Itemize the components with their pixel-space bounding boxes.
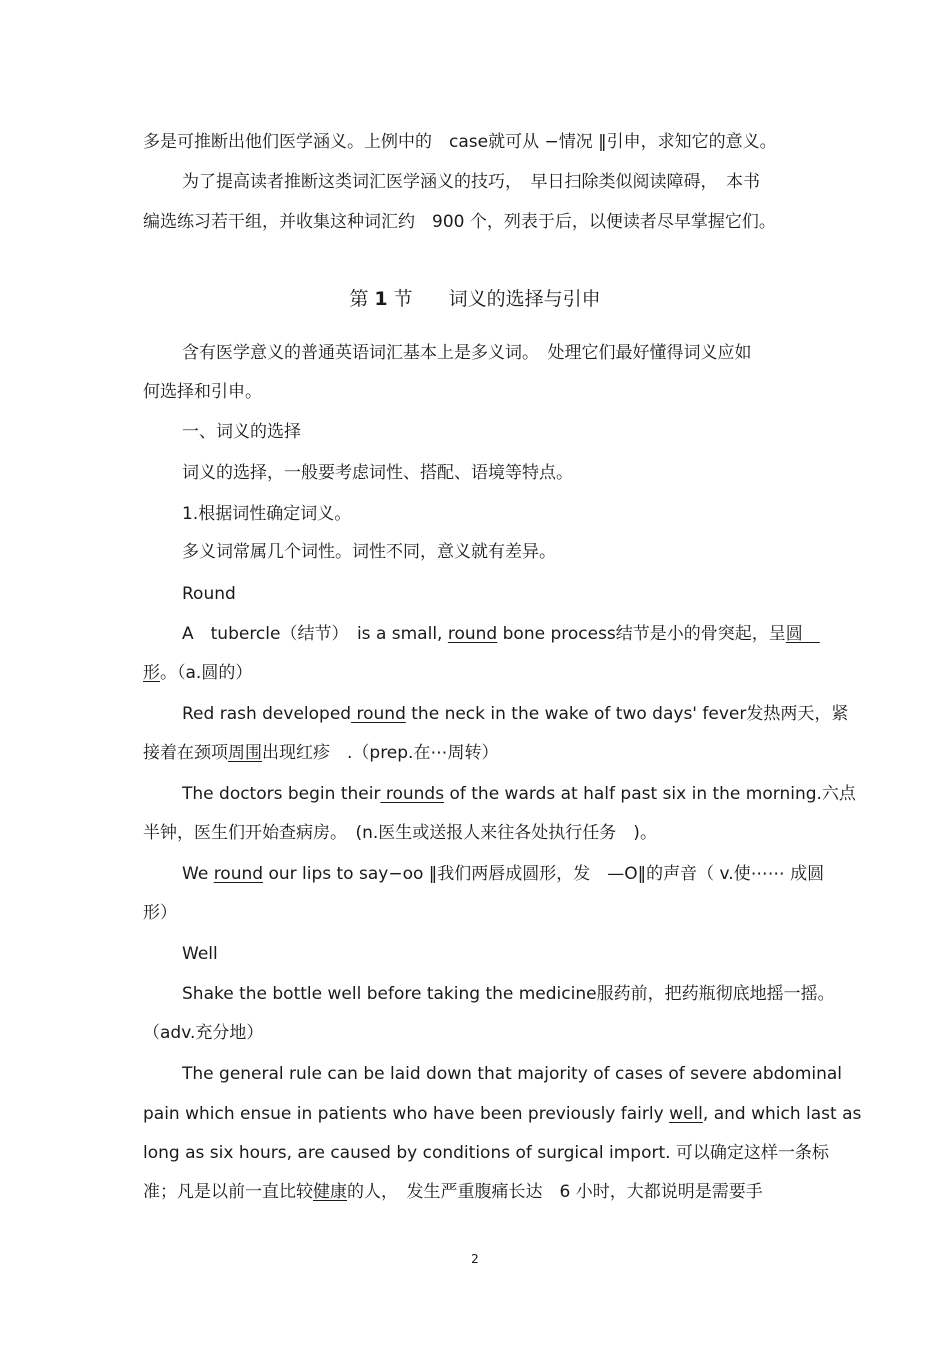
example-6-line-2 — [143, 1103, 861, 1125]
ex2-line2-underlined: 周围 — [228, 743, 262, 763]
ex3-text-b: of the wards at half past six in the morning.六点 — [444, 784, 856, 804]
ex3-text-a: The doctors begin their — [182, 784, 381, 804]
ex4-text-b: our lips to say−oo ‖我们两唇成圆形，发 —O‖的声音（ v.使⋯⋯ 成圆 — [263, 864, 825, 884]
example-6-line-3: long as six hours, are caused by conditions of surgical import. 可以确定这样一条标 — [143, 1143, 829, 1163]
ex6-line4-a: 准；凡是以前一直比较 — [143, 1182, 313, 1202]
example-2-line-2 — [143, 742, 498, 764]
ex2-text-b: the neck in the wake of two days' fever发热两天，紧 — [405, 704, 849, 724]
example-5-line-2: （adv.充分地） — [143, 1023, 264, 1043]
intro-line-1: 多是可推断出他们医学涵义。上例中的 case就可从 −情况 ‖引申，求知它的意义。 — [143, 132, 777, 152]
example-1-line-1 — [182, 623, 820, 645]
example-5-line-1: Shake the bottle well before taking the medicine服药前，把药瓶彻底地摇一摇。 — [182, 984, 835, 1004]
para-3: 多义词常属几个词性。词性不同，意义就有差异。 — [182, 542, 556, 562]
example-2-line-1 — [182, 703, 848, 725]
section-suffix: 节 — [387, 288, 413, 310]
ex2-text-a: Red rash developed — [182, 704, 352, 724]
ex6-line2-a: pain which ensue in patients who have been previously fairly — [143, 1104, 670, 1124]
para-2: 词义的选择，一般要考虑词性、搭配、语境等特点。 — [182, 463, 573, 483]
section-title: 词义的选择与引申 — [448, 288, 601, 310]
ex1-underlined-3: 形 — [143, 663, 160, 683]
example-1-line-2 — [143, 662, 252, 684]
intro-line-3: 编选练习若干组，并收集这种词汇约 900 个，列表于后，以便读者尽早掌握它们。 — [143, 212, 776, 232]
ex2-line2-b: 出现红疹 .（prep.在⋯周转） — [262, 743, 499, 763]
heading-word-choice: 一、词义的选择 — [182, 422, 301, 442]
heading-pos: 1.根据词性确定词义。 — [182, 504, 352, 524]
para-1-line-1: 含有医学意义的普通英语词汇基本上是多义词。 处理它们最好懂得词义应如 — [182, 343, 752, 363]
ex4-text-a: We — [182, 864, 214, 884]
section-heading — [0, 287, 950, 311]
ex1-line2-text: 。（a.圆的） — [160, 663, 253, 683]
ex4-underlined: round — [213, 864, 264, 884]
example-3-line-1 — [182, 783, 856, 805]
ex6-line4-b: 的人， 发生严重腹痛长达 6 小时，大都说明是需要手 — [347, 1182, 763, 1202]
ex6-line2-b: , and which last as — [702, 1104, 862, 1124]
example-4-line-2: 形） — [143, 903, 177, 923]
ex1-underlined-2: 圆 — [785, 624, 820, 644]
ex6-line2-underlined: well — [669, 1104, 703, 1124]
section-prefix: 第 — [349, 288, 375, 310]
ex1-text-b: bone process结节是小的骨突起，呈 — [497, 624, 786, 644]
page-number: 2 — [471, 1252, 479, 1266]
ex1-text-a: A tubercle（结节） is a small, — [182, 624, 448, 644]
word-round: Round — [182, 584, 236, 604]
intro-line-2: 为了提高读者推断这类词汇医学涵义的技巧， 早日扫除类似阅读障碍， 本书 — [182, 172, 760, 192]
ex2-underlined: round — [351, 704, 406, 724]
example-3-line-2: 半钟，医生们开始查病房。 (n.医生或送报人来往各处执行任务 )。 — [143, 823, 657, 843]
example-4-line-1 — [182, 863, 824, 885]
ex3-underlined: rounds — [380, 784, 445, 804]
word-well: Well — [182, 944, 218, 964]
section-number: 1 — [374, 288, 388, 310]
ex1-underlined: round — [447, 624, 498, 644]
example-6-line-4 — [143, 1181, 763, 1203]
ex6-line4-underlined: 健康 — [313, 1182, 347, 1202]
ex2-line2-a: 接着在颈项 — [143, 743, 228, 763]
para-1-line-2: 何选择和引申。 — [143, 382, 262, 402]
example-6-line-1: The general rule can be laid down that majority of cases of severe abdominal — [182, 1064, 843, 1084]
